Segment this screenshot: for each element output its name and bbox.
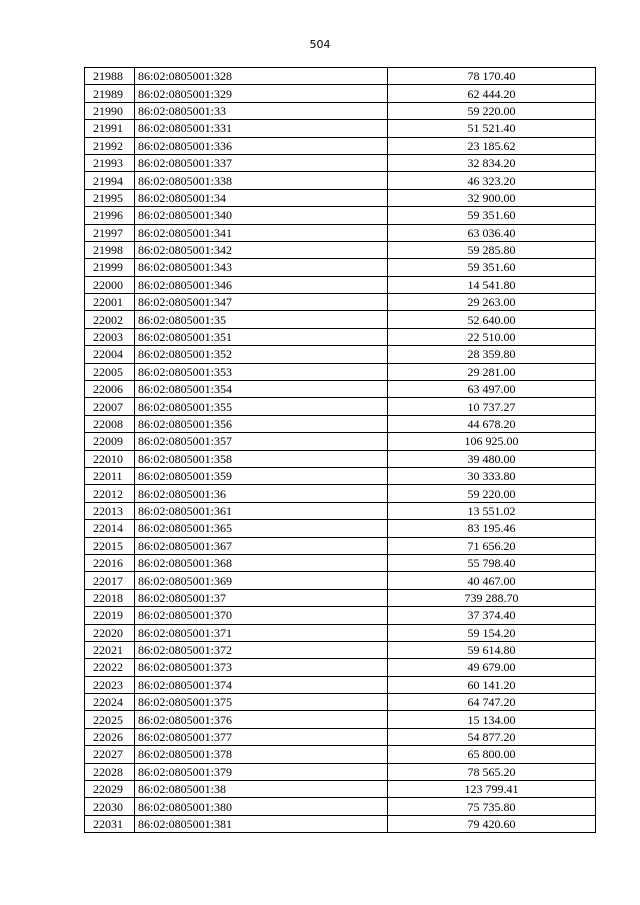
row-number-cell: 22001 (85, 294, 135, 311)
table-row (85, 467, 596, 484)
table-row (85, 137, 596, 154)
row-number-cell: 22014 (85, 520, 135, 537)
value-cell: 59 154.20 (388, 624, 596, 641)
table-row (85, 450, 596, 467)
value-cell: 29 281.00 (388, 363, 596, 380)
value-cell: 13 551.02 (388, 502, 596, 519)
row-number-cell: 22020 (85, 624, 135, 641)
cadastral-number-cell: 86:02:0805001:34 (135, 189, 388, 206)
value-cell: 75 735.80 (388, 798, 596, 815)
value-cell: 59 220.00 (388, 102, 596, 119)
value-cell: 62 444.20 (388, 85, 596, 102)
value-cell: 39 480.00 (388, 450, 596, 467)
cadastral-number-cell: 86:02:0805001:356 (135, 415, 388, 432)
row-number-cell: 22017 (85, 572, 135, 589)
value-cell: 739 288.70 (388, 589, 596, 606)
value-cell: 79 420.60 (388, 815, 596, 832)
table-row (85, 346, 596, 363)
cadastral-number-cell: 86:02:0805001:378 (135, 746, 388, 763)
row-number-cell: 21995 (85, 189, 135, 206)
cadastral-number-cell: 86:02:0805001:365 (135, 520, 388, 537)
row-number-cell: 21999 (85, 259, 135, 276)
row-number-cell: 22016 (85, 554, 135, 571)
row-number-cell: 22018 (85, 589, 135, 606)
table-row (85, 415, 596, 432)
table-row (85, 381, 596, 398)
table-row (85, 68, 596, 85)
row-number-cell: 22028 (85, 763, 135, 780)
row-number-cell: 22011 (85, 467, 135, 484)
table-row (85, 607, 596, 624)
table-row (85, 728, 596, 745)
table-row (85, 276, 596, 293)
table-row (85, 572, 596, 589)
row-number-cell: 21998 (85, 241, 135, 258)
cadastral-number-cell: 86:02:0805001:329 (135, 85, 388, 102)
table-row (85, 311, 596, 328)
table-row (85, 241, 596, 258)
cadastral-number-cell: 86:02:0805001:376 (135, 711, 388, 728)
table-body (85, 68, 596, 833)
cadastral-number-cell: 86:02:0805001:351 (135, 328, 388, 345)
value-cell: 78 565.20 (388, 763, 596, 780)
value-cell: 52 640.00 (388, 311, 596, 328)
cadastral-table (84, 67, 596, 833)
row-number-cell: 22006 (85, 381, 135, 398)
table-row (85, 694, 596, 711)
row-number-cell: 22013 (85, 502, 135, 519)
table-row (85, 207, 596, 224)
cadastral-number-cell: 86:02:0805001:368 (135, 554, 388, 571)
cadastral-number-cell: 86:02:0805001:353 (135, 363, 388, 380)
value-cell: 54 877.20 (388, 728, 596, 745)
value-cell: 123 799.41 (388, 781, 596, 798)
cadastral-number-cell: 86:02:0805001:37 (135, 589, 388, 606)
value-cell: 23 185.62 (388, 137, 596, 154)
value-cell: 32 834.20 (388, 154, 596, 171)
cadastral-number-cell: 86:02:0805001:328 (135, 68, 388, 85)
table-row (85, 398, 596, 415)
row-number-cell: 22027 (85, 746, 135, 763)
row-number-cell: 21997 (85, 224, 135, 241)
cadastral-number-cell: 86:02:0805001:347 (135, 294, 388, 311)
table-row (85, 781, 596, 798)
cadastral-number-cell: 86:02:0805001:361 (135, 502, 388, 519)
row-number-cell: 22004 (85, 346, 135, 363)
cadastral-number-cell: 86:02:0805001:337 (135, 154, 388, 171)
table-row (85, 520, 596, 537)
cadastral-number-cell: 86:02:0805001:33 (135, 102, 388, 119)
value-cell: 30 333.80 (388, 467, 596, 484)
value-cell: 71 656.20 (388, 537, 596, 554)
value-cell: 51 521.40 (388, 120, 596, 137)
cadastral-number-cell: 86:02:0805001:381 (135, 815, 388, 832)
value-cell: 32 900.00 (388, 189, 596, 206)
value-cell: 63 497.00 (388, 381, 596, 398)
cadastral-number-cell: 86:02:0805001:36 (135, 485, 388, 502)
value-cell: 15 134.00 (388, 711, 596, 728)
cadastral-number-cell: 86:02:0805001:354 (135, 381, 388, 398)
cadastral-number-cell: 86:02:0805001:373 (135, 659, 388, 676)
row-number-cell: 22003 (85, 328, 135, 345)
row-number-cell: 22005 (85, 363, 135, 380)
cadastral-number-cell: 86:02:0805001:357 (135, 433, 388, 450)
table-row (85, 259, 596, 276)
cadastral-number-cell: 86:02:0805001:372 (135, 641, 388, 658)
value-cell: 10 737.27 (388, 398, 596, 415)
cadastral-number-cell: 86:02:0805001:379 (135, 763, 388, 780)
cadastral-number-cell: 86:02:0805001:374 (135, 676, 388, 693)
row-number-cell: 22019 (85, 607, 135, 624)
value-cell: 44 678.20 (388, 415, 596, 432)
cadastral-number-cell: 86:02:0805001:341 (135, 224, 388, 241)
cadastral-number-cell: 86:02:0805001:371 (135, 624, 388, 641)
table-row (85, 363, 596, 380)
row-number-cell: 22002 (85, 311, 135, 328)
cadastral-number-cell: 86:02:0805001:346 (135, 276, 388, 293)
row-number-cell: 22012 (85, 485, 135, 502)
row-number-cell: 22026 (85, 728, 135, 745)
row-number-cell: 21996 (85, 207, 135, 224)
row-number-cell: 21988 (85, 68, 135, 85)
cadastral-number-cell: 86:02:0805001:331 (135, 120, 388, 137)
row-number-cell: 22007 (85, 398, 135, 415)
value-cell: 59 351.60 (388, 207, 596, 224)
row-number-cell: 21990 (85, 102, 135, 119)
row-number-cell: 22010 (85, 450, 135, 467)
value-cell: 59 220.00 (388, 485, 596, 502)
table-row (85, 328, 596, 345)
table-row (85, 815, 596, 832)
table-row (85, 154, 596, 171)
table-row (85, 224, 596, 241)
row-number-cell: 22025 (85, 711, 135, 728)
table-row (85, 294, 596, 311)
cadastral-number-cell: 86:02:0805001:375 (135, 694, 388, 711)
cadastral-number-cell: 86:02:0805001:336 (135, 137, 388, 154)
row-number-cell: 22015 (85, 537, 135, 554)
table-row (85, 102, 596, 119)
row-number-cell: 21994 (85, 172, 135, 189)
cadastral-number-cell: 86:02:0805001:377 (135, 728, 388, 745)
table-row (85, 537, 596, 554)
cadastral-number-cell: 86:02:0805001:380 (135, 798, 388, 815)
row-number-cell: 22031 (85, 815, 135, 832)
value-cell: 55 798.40 (388, 554, 596, 571)
table-row (85, 485, 596, 502)
value-cell: 14 541.80 (388, 276, 596, 293)
cadastral-number-cell: 86:02:0805001:342 (135, 241, 388, 258)
table-row (85, 172, 596, 189)
table-row (85, 189, 596, 206)
row-number-cell: 22008 (85, 415, 135, 432)
row-number-cell: 22021 (85, 641, 135, 658)
row-number-cell: 22023 (85, 676, 135, 693)
value-cell: 83 195.46 (388, 520, 596, 537)
value-cell: 59 614.80 (388, 641, 596, 658)
cadastral-number-cell: 86:02:0805001:367 (135, 537, 388, 554)
cadastral-number-cell: 86:02:0805001:370 (135, 607, 388, 624)
table-row (85, 554, 596, 571)
row-number-cell: 22024 (85, 694, 135, 711)
table-row (85, 589, 596, 606)
cadastral-number-cell: 86:02:0805001:358 (135, 450, 388, 467)
table-row (85, 659, 596, 676)
value-cell: 63 036.40 (388, 224, 596, 241)
cadastral-number-cell: 86:02:0805001:35 (135, 311, 388, 328)
value-cell: 40 467.00 (388, 572, 596, 589)
value-cell: 22 510.00 (388, 328, 596, 345)
table-row (85, 746, 596, 763)
value-cell: 29 263.00 (388, 294, 596, 311)
row-number-cell: 22000 (85, 276, 135, 293)
cadastral-number-cell: 86:02:0805001:38 (135, 781, 388, 798)
value-cell: 106 925.00 (388, 433, 596, 450)
row-number-cell: 21992 (85, 137, 135, 154)
cadastral-number-cell: 86:02:0805001:369 (135, 572, 388, 589)
cadastral-number-cell: 86:02:0805001:338 (135, 172, 388, 189)
row-number-cell: 21993 (85, 154, 135, 171)
table-row (85, 676, 596, 693)
value-cell: 65 800.00 (388, 746, 596, 763)
row-number-cell: 21991 (85, 120, 135, 137)
cadastral-number-cell: 86:02:0805001:352 (135, 346, 388, 363)
row-number-cell: 21989 (85, 85, 135, 102)
value-cell: 64 747.20 (388, 694, 596, 711)
value-cell: 37 374.40 (388, 607, 596, 624)
table-row (85, 85, 596, 102)
table-row (85, 641, 596, 658)
table-row (85, 624, 596, 641)
value-cell: 59 351.60 (388, 259, 596, 276)
table-row (85, 120, 596, 137)
row-number-cell: 22029 (85, 781, 135, 798)
table-row (85, 711, 596, 728)
cadastral-number-cell: 86:02:0805001:359 (135, 467, 388, 484)
table-row (85, 763, 596, 780)
table-row (85, 502, 596, 519)
value-cell: 78 170.40 (388, 68, 596, 85)
table-row (85, 798, 596, 815)
cadastral-number-cell: 86:02:0805001:340 (135, 207, 388, 224)
cadastral-number-cell: 86:02:0805001:355 (135, 398, 388, 415)
value-cell: 46 323.20 (388, 172, 596, 189)
cadastral-number-cell: 86:02:0805001:343 (135, 259, 388, 276)
page-number: 504 (309, 38, 331, 51)
table-row (85, 433, 596, 450)
row-number-cell: 22022 (85, 659, 135, 676)
row-number-cell: 22030 (85, 798, 135, 815)
value-cell: 28 359.80 (388, 346, 596, 363)
value-cell: 49 679.00 (388, 659, 596, 676)
value-cell: 60 141.20 (388, 676, 596, 693)
row-number-cell: 22009 (85, 433, 135, 450)
value-cell: 59 285.80 (388, 241, 596, 258)
